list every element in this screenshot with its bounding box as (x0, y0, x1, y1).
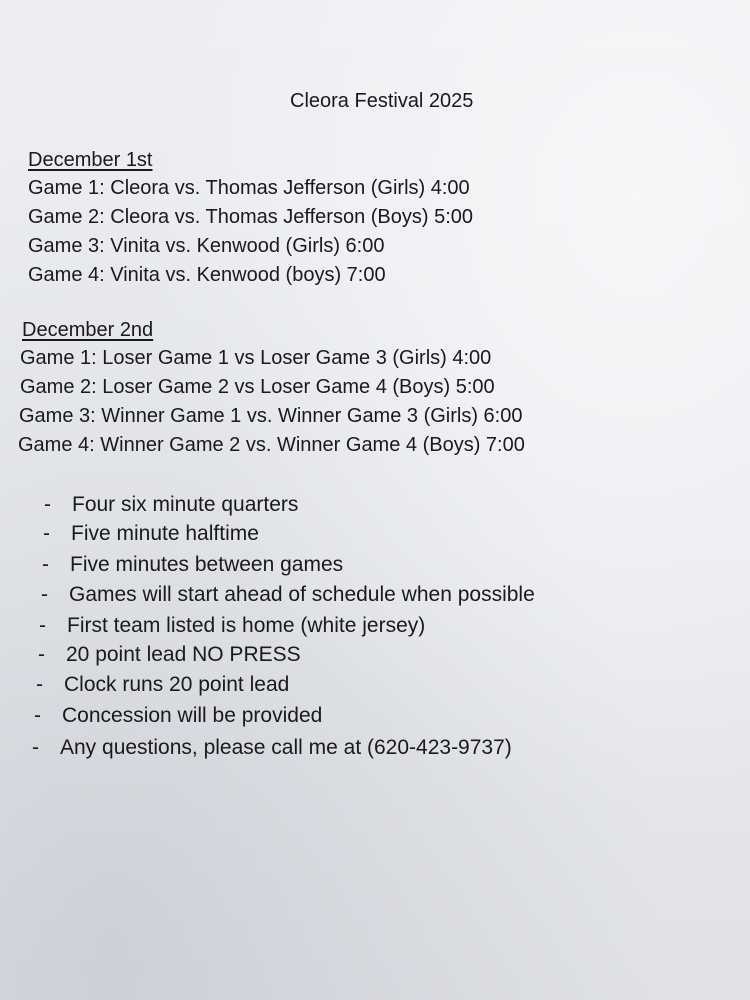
document-title: Cleora Festival 2025 (290, 90, 474, 112)
dash-bullet: - (41, 583, 48, 606)
day-1-game-1: Game 1: Cleora vs. Thomas Jefferson (Girls) 4:00 (28, 177, 470, 199)
dash-bullet: - (36, 673, 43, 696)
rule-item (42, 550, 343, 580)
day-1-game-2: Game 2: Cleora vs. Thomas Jefferson (Boys) 5:00 (28, 206, 474, 228)
rule-item (36, 670, 289, 700)
schedule-day-2 (18, 316, 525, 460)
rule-text: Five minutes between games (70, 553, 344, 576)
rule-item (34, 701, 322, 731)
rule-text: Five minute halftime (71, 522, 259, 545)
dash-bullet: - (43, 522, 50, 545)
rule-text: Clock runs 20 point lead (64, 673, 290, 696)
day-2-game-3: Game 3: Winner Game 1 vs. Winner Game 3 (Girls) 6:00 (19, 405, 523, 427)
dash-bullet: - (38, 643, 45, 666)
rule-text: First team listed is home (white jersey) (67, 614, 426, 637)
rule-item (32, 733, 512, 763)
dash-bullet: - (42, 553, 49, 576)
schedule-day-1 (28, 146, 473, 290)
day-2-game-2: Game 2: Loser Game 2 vs Loser Game 4 (Boys) 5:00 (20, 376, 495, 398)
dash-bullet: - (39, 614, 46, 637)
rule-text: 20 point lead NO PRESS (66, 643, 301, 666)
rule-text: Four six minute quarters (72, 493, 299, 516)
rule-item (38, 640, 301, 670)
dash-bullet: - (34, 704, 41, 727)
rule-item (39, 611, 425, 641)
rule-item (41, 580, 535, 610)
day-2-game-1: Game 1: Loser Game 1 vs Loser Game 3 (Girls) 4:00 (20, 347, 492, 369)
day-2-game-4: Game 4: Winner Game 2 vs. Winner Game 4 (Boys) 7:00 (18, 434, 525, 456)
rule-item (44, 490, 298, 520)
day-2-heading: December 2nd (22, 319, 154, 341)
rule-text: Any questions, please call me at (620-423-9737) (60, 736, 512, 759)
rule-text: Games will start ahead of schedule when possible (69, 583, 535, 606)
rule-item (43, 519, 259, 549)
dash-bullet: - (44, 493, 51, 516)
day-1-heading: December 1st (28, 149, 153, 171)
dash-bullet: - (32, 736, 39, 759)
rule-text: Concession will be provided (62, 704, 323, 727)
day-1-game-4: Game 4: Vinita vs. Kenwood (boys) 7:00 (28, 264, 386, 286)
day-1-game-3: Game 3: Vinita vs. Kenwood (Girls) 6:00 (28, 235, 385, 257)
